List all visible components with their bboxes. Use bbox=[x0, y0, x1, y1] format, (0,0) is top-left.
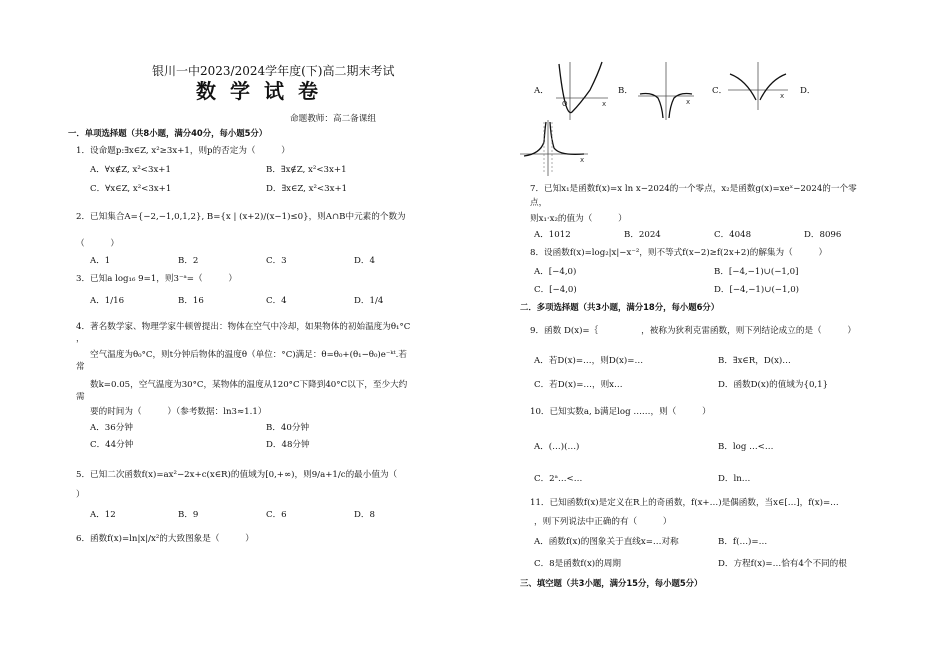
q10-option-d: D．ln… bbox=[718, 474, 751, 484]
q7-option-d: D．8096 bbox=[804, 230, 842, 240]
q4-stem-2: ， bbox=[76, 334, 85, 344]
section-2-heading: 二．多项选择题（共3小题，满分18分，每小题6分） bbox=[520, 302, 720, 312]
q1-option-c: C．∀x∈Z, x²<3x+1 bbox=[90, 184, 172, 194]
q6-stem: 6．函数f(x)=ln|x|/x²的大致图象是（ ） bbox=[76, 534, 254, 544]
q10-option-c: C．2ᵃ…<… bbox=[534, 474, 583, 484]
q2-answer-blank: （ ） bbox=[76, 239, 119, 249]
q9-option-a: A．若D(x)=…，则D(x)=… bbox=[534, 356, 644, 366]
q11-stem-2: ，则下列说法中正确的有（ ） bbox=[534, 517, 672, 527]
q3-stem: 3．已知a log₁₆ 9=1，则3⁻ᵃ=（ ） bbox=[76, 274, 237, 284]
graph-b bbox=[638, 60, 694, 120]
svg-text:x: x bbox=[602, 100, 607, 108]
q7-option-a: A．1012 bbox=[534, 230, 571, 240]
q6-option-a: A． bbox=[534, 86, 549, 96]
q9-stem: 9．函数 D(x)=｛ ，被称为狄利克雷函数，则下列结论成立的是（ ） bbox=[530, 326, 857, 336]
q4-stem-7: 要的时间为（ ）（参考数据：ln3≈1.1） bbox=[90, 407, 267, 417]
q3-option-d: D．1/4 bbox=[354, 296, 384, 306]
q4-option-a: A．36分钟 bbox=[90, 423, 133, 433]
svg-text:O: O bbox=[562, 100, 568, 108]
svg-text:x: x bbox=[780, 92, 785, 100]
graph-c bbox=[728, 60, 788, 110]
q5-stem: 5．已知二次函数f(x)=ax²−2x+c(x∈R)的值域为[0,+∞)，则9/a+1/c的最小值为（ bbox=[76, 470, 398, 480]
exam-title: 银川一中2023/2024学年度(下)高二期末考试 bbox=[152, 64, 395, 78]
q2-option-c: C．3 bbox=[266, 256, 287, 266]
q5-option-a: A．12 bbox=[90, 510, 116, 520]
q1-stem: 1．设命题p:∃x∈Z, x²≥3x+1，则p的否定为（ ） bbox=[76, 146, 290, 156]
subject-title: 数学试卷 bbox=[196, 79, 332, 103]
q1-option-d: D．∃x∈Z, x²<3x+1 bbox=[266, 184, 348, 194]
q8-option-b: B．[−4,−1)∪(−1,0] bbox=[714, 267, 799, 277]
q11-option-c: C．8是函数f(x)的周期 bbox=[534, 559, 621, 569]
section-1-heading: 一．单项选择题（共8小题，满分40分，每小题5分） bbox=[68, 128, 268, 138]
q7-stem: 7．已知x₁是函数f(x)=x ln x−2024的一个零点，x₂是函数g(x)=xeˣ−2024的一个零 bbox=[530, 184, 857, 194]
q2-option-b: B．2 bbox=[178, 256, 199, 266]
graph-d bbox=[520, 118, 588, 176]
q8-option-c: C．[−4,0) bbox=[534, 285, 577, 295]
q11-stem: 11．已知函数f(x)是定义在R上的奇函数，f(x+…)是偶函数，当x∈[…]，f(x)=… bbox=[530, 498, 839, 508]
q1-option-a: A．∀x∉Z, x²<3x+1 bbox=[90, 165, 171, 175]
q4-stem-4: 常 bbox=[76, 362, 85, 372]
svg-text:x: x bbox=[580, 156, 585, 164]
q9-option-c: C．若D(x)=…，则x… bbox=[534, 380, 623, 390]
q4-option-d: D．48分钟 bbox=[266, 440, 310, 450]
q2-stem: 2．已知集合A={−2,−1,0,1,2}, B={x | (x+2)/(x−1)≤0}，则A∩B中元素的个数为 bbox=[76, 212, 406, 222]
q11-option-a: A．函数f(x)的图象关于直线x=…对称 bbox=[534, 537, 679, 547]
q2-option-a: A．1 bbox=[90, 256, 111, 266]
q5-option-c: C．6 bbox=[266, 510, 287, 520]
q4-stem-1: 4．著名数学家、物理学家牛顿曾提出：物体在空气中冷却，如果物体的初始温度为θ₁°C bbox=[76, 322, 411, 332]
q11-option-d: D．方程f(x)=…恰有4个不同的根 bbox=[718, 559, 847, 569]
q7-option-b: B．2024 bbox=[624, 230, 661, 240]
q2-option-d: D．4 bbox=[354, 256, 375, 266]
q8-option-d: D．[−4,−1)∪(−1,0) bbox=[714, 285, 800, 295]
q8-option-a: A．[−4,0) bbox=[534, 267, 577, 277]
q4-stem-6: 需 bbox=[76, 392, 85, 402]
q5-option-d: D．8 bbox=[354, 510, 375, 520]
svg-text:x: x bbox=[686, 98, 691, 106]
q1-option-b: B．∃x∉Z, x²<3x+1 bbox=[266, 165, 347, 175]
graph-a bbox=[556, 60, 608, 120]
q6-option-c: C． bbox=[712, 86, 728, 96]
q4-option-b: B．40分钟 bbox=[266, 423, 310, 433]
q4-stem-5: 数k=0.05，空气温度为30°C，某物体的温度从120°C下降到40°C以下，至少大约 bbox=[90, 380, 408, 390]
q9-option-b: B．∃x∈R，D(x)… bbox=[718, 356, 791, 366]
q10-stem: 10．已知实数a, b满足log ……，则（ ） bbox=[530, 407, 711, 417]
q10-option-a: A．(…)(…) bbox=[534, 442, 580, 452]
q7-stem-3: 则x₁·x₂的值为（ ） bbox=[530, 214, 627, 224]
q4-stem-3: 空气温度为θ₀°C，则t分钟后物体的温度θ（单位：°C)满足：θ=θ₀+(θ₁−θ₀)e⁻ᵏᵗ.若 bbox=[90, 350, 407, 360]
q7-stem-2: 点， bbox=[530, 198, 548, 208]
q4-option-c: C．44分钟 bbox=[90, 440, 134, 450]
q8-stem: 8．设函数f(x)=log₂|x|−x⁻²，则不等式f(x−2)≥f(2x+2)的解集为（ ） bbox=[530, 248, 828, 258]
q11-option-b: B．f(…)=… bbox=[718, 537, 768, 547]
teacher-line: 命题教师：高二备课组 bbox=[290, 114, 376, 124]
q5-stem-end: ） bbox=[76, 490, 85, 500]
q7-option-c: C．4048 bbox=[714, 230, 752, 240]
q10-option-b: B．log …<… bbox=[718, 442, 774, 452]
q3-option-c: C．4 bbox=[266, 296, 287, 306]
q3-option-b: B．16 bbox=[178, 296, 204, 306]
section-3-heading: 三、填空题（共3小题，满分15分，每小题5分） bbox=[520, 578, 703, 588]
q3-option-a: A．1/16 bbox=[90, 296, 125, 306]
q6-option-d: D． bbox=[800, 86, 816, 96]
q5-option-b: B．9 bbox=[178, 510, 199, 520]
q9-option-d: D．函数D(x)的值域为{0,1} bbox=[718, 380, 829, 390]
q6-option-b: B． bbox=[618, 86, 633, 96]
